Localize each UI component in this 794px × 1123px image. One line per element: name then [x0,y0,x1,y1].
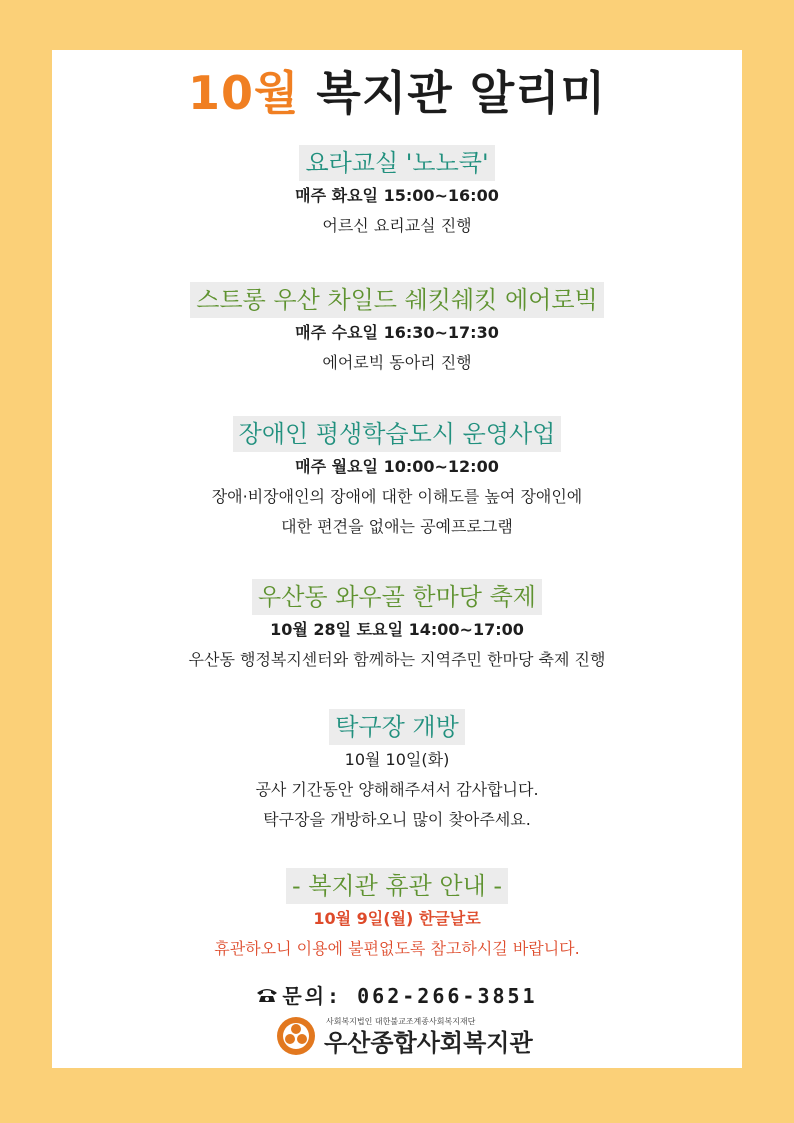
section-description: 대한 편견을 없애는 공예프로그램 [281,517,513,536]
section-heading: 스트롱 우산 차일드 쉐킷쉐킷 에어로빅 [190,282,603,318]
section-table-tennis [52,709,742,835]
title-text: 복지관 알리미 [299,66,607,120]
section-description: 장애·비장애인의 장애에 대한 이해도를 높여 장애인에 [211,487,583,506]
section-schedule: 10월 9일(월) 한글날로 [313,909,481,928]
section-description: 어르신 요리교실 진행 [322,216,472,235]
dharma-wheel-icon [276,1016,316,1056]
section-description: 공사 기간동안 양해해주셔서 감사합니다. [255,780,539,799]
phone-icon [256,984,278,1008]
section-heading: 탁구장 개방 [329,709,465,745]
section-cooking-class [52,145,742,241]
section-schedule: 매주 화요일 15:00~16:00 [295,186,499,205]
section-description: 에어로빅 동아리 진행 [322,353,472,372]
section-schedule: 10월 28일 토요일 14:00~17:00 [270,620,524,639]
section-schedule: 매주 월요일 10:00~12:00 [295,457,499,476]
section-heading: 장애인 평생학습도시 운영사업 [233,416,562,452]
section-schedule: 10월 10일(화) [344,750,450,769]
section-heading: - 복지관 휴관 안내 - [286,868,508,904]
logo-subtitle: 사회복지법인 대한불교조계종사회복지재단 [326,1017,476,1026]
contact-phone[interactable]: 062-266-3851 [357,984,538,1008]
section-description: 우산동 행정복지센터와 함께하는 지역주민 한마당 축제 진행 [188,650,606,669]
contact-label: 문의: [282,984,343,1008]
organization-logo [276,1016,533,1062]
title-month: 10월 [187,66,300,120]
section-festival [52,579,742,675]
section-lifelong-learning [52,416,742,542]
logo-name: 우산종합사회복지관 [324,1029,533,1057]
section-heading: 요라교실 '노노쿡' [299,145,494,181]
section-schedule: 매주 수요일 16:30~17:30 [295,323,499,342]
section-aerobics [52,282,742,378]
contact-line [52,980,742,1009]
section-heading: 우산동 와우골 한마당 축제 [252,579,542,615]
section-description: 탁구장을 개방하오니 많이 찾아주세요. [263,810,531,829]
section-closure-notice [52,868,742,964]
page-title [52,62,742,124]
section-description: 휴관하오니 이용에 불편없도록 참고하시길 바랍니다. [214,939,580,958]
notice-card [52,50,742,1068]
